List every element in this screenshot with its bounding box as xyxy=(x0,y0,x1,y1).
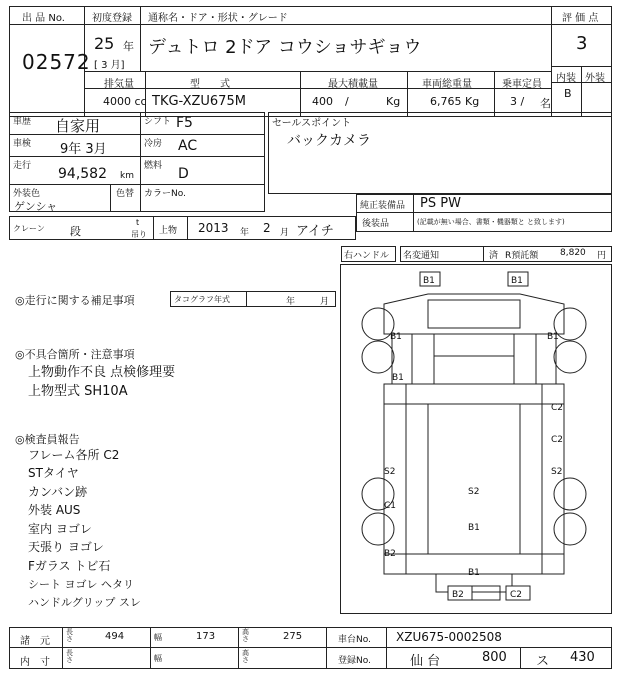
tacho-month: 月 xyxy=(320,297,330,307)
details-frame xyxy=(9,112,265,212)
shift-label: シフト xyxy=(144,117,172,127)
plate-class: 800 xyxy=(482,650,507,665)
inner-length-label: 長さ xyxy=(66,649,73,664)
crane-stage: 段 xyxy=(70,225,81,238)
diagram-mark: C2 xyxy=(510,590,523,600)
load-label: 最大積載量 xyxy=(328,79,378,90)
model-label: 型 式 xyxy=(190,79,230,90)
color-label: 外装色 xyxy=(13,189,41,199)
steering: 右ハンドル xyxy=(344,251,390,261)
diagram-mark: B1 xyxy=(390,332,402,342)
body-year: 2013 xyxy=(198,221,229,235)
score-label: 評 価 点 xyxy=(562,13,599,24)
diagram-mark: B2 xyxy=(452,590,464,600)
height-label: 高さ xyxy=(242,628,249,643)
aftermarket-note: (記載が無い場合、書類・機器類と と致します) xyxy=(417,218,565,226)
capacity-unit: 名 xyxy=(540,97,551,110)
body-year-unit: 年 xyxy=(240,228,250,238)
load-sep: / xyxy=(345,95,349,108)
diagram-mark: B1 xyxy=(511,276,523,286)
crane-t: t xyxy=(136,218,140,227)
dimensions-frame xyxy=(9,627,612,669)
weight-label: 車両総重量 xyxy=(422,79,472,90)
body-month-unit: 月 xyxy=(280,228,290,238)
mileage-label: 走行 xyxy=(13,161,32,171)
capacity: 3 / xyxy=(510,95,525,108)
aftermarket-label: 後装品 xyxy=(362,219,390,229)
ac-label: 冷房 xyxy=(144,139,163,149)
length-label: 長さ xyxy=(66,628,73,643)
recycle-fee-label: R預託額 xyxy=(505,251,539,261)
diagram-mark: B1 xyxy=(468,568,480,578)
diagram-mark: B1 xyxy=(547,332,559,342)
lot-number: 02572 xyxy=(22,50,91,74)
defect-item: 上物動作不良 点検修理要 xyxy=(28,365,176,380)
interior-grade: B xyxy=(564,87,572,100)
color-no-label: カラーNo. xyxy=(144,189,186,199)
recycle-label: 済 xyxy=(489,251,499,261)
lot-label: 出 品 No. xyxy=(22,13,65,24)
vehicle-name: デュトロ 2ドア コウショサギョウ xyxy=(148,37,422,58)
crane-label: クレーン xyxy=(13,224,45,233)
reg-year: 25 xyxy=(94,34,115,53)
color: ゲンシャ xyxy=(14,200,58,213)
diagram-mark: S2 xyxy=(384,467,396,477)
defect-item: 上物型式 SH10A xyxy=(28,384,128,399)
inspector-item: Fガラス トビ石 xyxy=(28,559,111,573)
dims-label: 諸 元 xyxy=(20,636,50,647)
fuel: D xyxy=(178,166,189,182)
weight: 6,765 Kg xyxy=(430,95,480,108)
fuel-label: 燃料 xyxy=(144,161,163,171)
tacho-label: タコグラフ年式 xyxy=(174,295,230,304)
width-label: 幅 xyxy=(154,633,162,642)
diagram-mark: C2 xyxy=(551,403,564,413)
inspector-item: シート ヨゴレ ヘタリ xyxy=(28,578,134,591)
truck-diagram xyxy=(340,264,612,614)
inner-width-label: 幅 xyxy=(154,654,162,663)
height: 275 xyxy=(283,631,303,642)
ac: AC xyxy=(178,138,198,154)
inner-height-label: 高さ xyxy=(242,649,249,664)
body-month: 2 xyxy=(263,221,271,235)
tacho-year: 年 xyxy=(286,297,296,307)
crane-hang: 吊り xyxy=(131,230,147,239)
mileage-unit: km xyxy=(120,171,134,181)
inspector-item: 外装 AUS xyxy=(28,503,81,517)
inspector-item: STタイヤ xyxy=(28,466,79,480)
interior-label: 内装 xyxy=(556,73,576,84)
inspector-item: ハンドルグリップ スレ xyxy=(28,596,141,609)
score: 3 xyxy=(576,33,588,54)
diagram-mark: B1 xyxy=(423,276,435,286)
inspector-item: フレーム各所 C2 xyxy=(28,448,120,462)
plate-label: 登録No. xyxy=(338,656,371,666)
reg-month: [ 3 月] xyxy=(94,60,125,71)
plate-region: 仙 台 xyxy=(410,654,441,669)
chassis-label: 車台No. xyxy=(338,635,371,645)
chassis: XZU675-0002508 xyxy=(396,630,502,644)
shift: F5 xyxy=(176,115,193,131)
inspector-item: カンバン跡 xyxy=(28,485,88,499)
diagram-mark: C2 xyxy=(551,435,564,445)
history: 自家用 xyxy=(55,117,101,135)
name-label: 通称名・ドア・形状・グレード xyxy=(148,13,288,24)
inspection-label: 車検 xyxy=(13,139,32,149)
model: TKG-XZU675M xyxy=(152,94,246,109)
inspector-item: 室内 ヨゴレ xyxy=(28,522,92,536)
inspection: 9年 3月 xyxy=(60,142,107,157)
length: 494 xyxy=(105,631,125,642)
plate-number: 430 xyxy=(570,650,595,665)
inspector-item: 天張り ヨゴレ xyxy=(28,540,104,554)
equipment-label: 純正装備品 xyxy=(360,201,406,211)
name-change-label: 名変通知 xyxy=(403,251,440,261)
diagram-mark: B2 xyxy=(384,549,396,559)
inner-label: 内 寸 xyxy=(20,657,50,668)
inspector-title: ◎検査員報告 xyxy=(15,433,80,446)
driving-title: ◎走行に関する補足事項 xyxy=(15,294,135,307)
body-label: 上物 xyxy=(159,226,178,236)
equipment: PS PW xyxy=(420,196,461,211)
load-unit: Kg xyxy=(386,95,401,108)
reg-year-unit: 年 xyxy=(123,40,134,53)
defects-title: ◎不具合箇所・注意事項 xyxy=(15,348,135,361)
diagram-mark: C1 xyxy=(384,501,397,511)
diagram-mark: S2 xyxy=(551,467,563,477)
displacement: 4000 cc xyxy=(103,95,147,108)
sales-point: バックカメラ xyxy=(287,133,371,149)
diagram-mark: B1 xyxy=(468,523,480,533)
diagram-mark: B1 xyxy=(392,373,404,383)
sales-point-label: セールスポイント xyxy=(272,118,352,129)
history-label: 車歴 xyxy=(13,117,32,127)
load: 400 xyxy=(312,95,333,108)
diagram-mark: S2 xyxy=(468,487,480,497)
body-maker: アイチ xyxy=(296,224,334,239)
mileage: 94,582 xyxy=(58,166,107,182)
width: 173 xyxy=(196,631,216,642)
reg-label: 初度登録 xyxy=(92,13,132,24)
yen-label: 円 xyxy=(597,251,607,261)
plate-kana: ス xyxy=(536,654,550,669)
capacity-label: 乗車定員 xyxy=(502,79,542,90)
exterior-label: 外装 xyxy=(585,73,605,84)
recycle-fee: 8,820 xyxy=(560,248,586,258)
displacement-label: 排気量 xyxy=(104,79,134,90)
color-change-label: 色替 xyxy=(116,189,135,199)
